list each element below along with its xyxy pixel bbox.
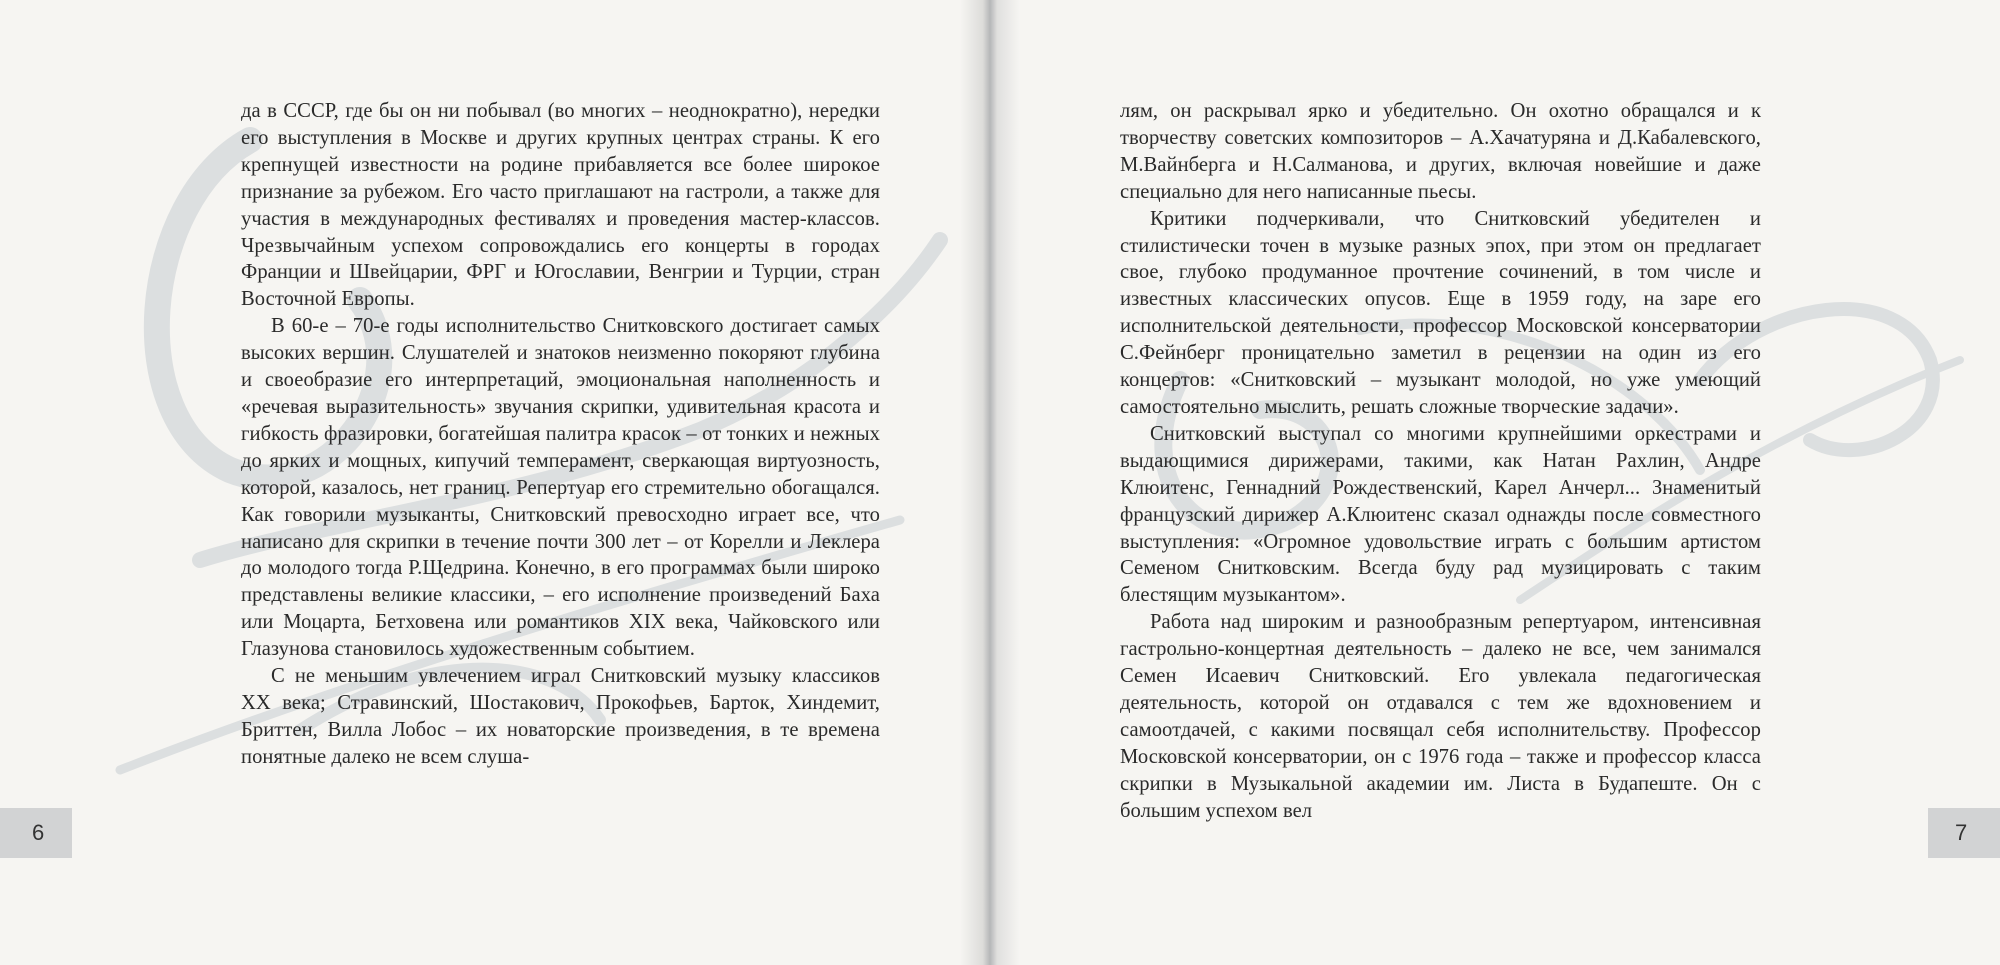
paragraph: Критики подчеркивали, что Снитковский убедителен и стилистически точен в музыке разных эпох, при этом он предлагает свое, глубоко продуманное прочтение сочинений, в том числе и известных классических опусов. Еще в 1959 году, на заре его исполнительской деятельности, профессор Московской консерватории С.Фейнберг проницательно заметил в рецензии на один из его концертов: «Снитковский – музыкант молодой, но уже умеющий самостоятельно мыслить, решать сложные творческие задачи». [1120, 207, 1761, 418]
paragraph: да в СССР, где бы он ни побывал (во многих – неоднократно), нередки его выступления в Москве и других крупных центрах страны. К его крепнущей известности на родине прибавляется все более широкое признание за рубежом. Его часто приглашают на гастроли, а также для участия в международных фестивалях и проведения мастер-классов. Чрезвычайным успехом сопровождались его концерты в городах Франции и Швейцарии, ФРГ и Югославии, Венгрии и Турции, стран Восточной Европы. [241, 100, 880, 311]
paragraph: В 60-е – 70-е годы исполнительство Снитковского достигает самых высоких вершин. Слушателей и знатоков неизменно покоряют глубина и своеобразие его интерпретаций, эмоциональная наполненность и «речевая выразительность» звучания скрипки, удивительная красота и гибкость фразировки, богатейшая палитра красок – от тонких и нежных до ярких и мощных, кипучий темперамент, сверкающая виртуозность, которой, казалось, нет границ. Репертуар его стремительно обогащался. Как говорили музыканты, Снитковский превосходно играет все, что написано для скрипки в течение почти 300 лет – от Корелли и Леклера до молодого тогда Р.Щедрина. Конечно, в его программах были широко представлены великие классики, – его исполнение произведений Баха или Моцарта, Бетховена или романтиков XIX века, Чайковского или Глазунова становилось художественным событием. [241, 315, 880, 661]
paragraph: Снитковский выступал со многими крупнейшими оркестрами и выдающимися дирижерами, такими, как Натан Рахлин, Андре Клюитенс, Геннадний Рождественский, Карел Анчерл... Знаменитый французский дирижер А.Клюитенс сказал однажды после совместного выступления: «Огромное удовольствие играть с большим артистом Семеном Снитковским. Всегда буду рад музицировать с таким блестящим музыкантом». [1120, 422, 1761, 607]
right-page-text [1120, 98, 1761, 824]
left-page-text [241, 98, 880, 771]
page-number-right: 7 [1928, 808, 2000, 858]
paragraph: лям, он раскрывал ярко и убедительно. Он охотно обращался и к творчеству советских композиторов – А.Хачатуряна и Д.Кабалевского, М.Вайнберга и Н.Салманова, и других, включая новейшие и даже специально для него написанные пьесы. [1120, 100, 1761, 203]
paragraph: С не меньшим увлечением играл Снитковский музыку классиков XX века; Стравинский, Шостакович, Прокофьев, Барток, Хиндемит, Бриттен, Вилла Лобос – их новаторские произведения, в те времена понятные далеко не всем слуша- [241, 665, 880, 768]
paragraph: Работа над широким и разнообразным репертуаром, интенсивная гастрольно-концертная деятельность – далеко не все, чем занимался Семен Исаевич Снитковский. Его увлекала педагогическая деятельность, которой он отдавался с тем же вдохновением и самоотдачей, с какими посвящал себя исполнительству. Профессор Московской консерватории, он с 1976 года – также и профессор класса скрипки в Музыкальной академии им. Листа в Будапеште. Он с большим успехом вел [1120, 611, 1761, 822]
page-number-left: 6 [0, 808, 72, 858]
